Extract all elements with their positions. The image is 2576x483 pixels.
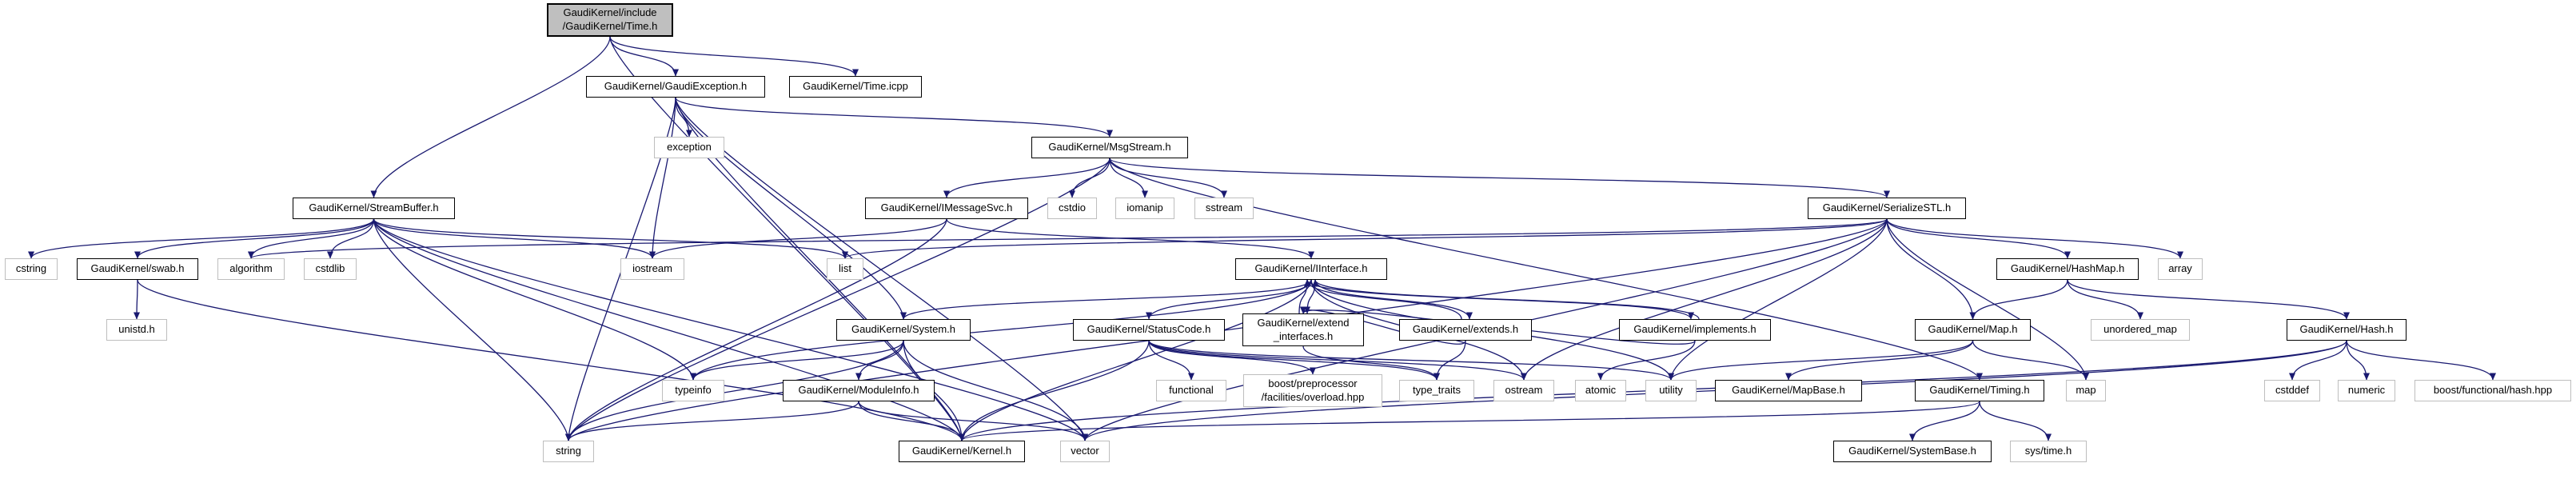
edge-map-h-to-utility	[1671, 341, 1973, 380]
node-label: GaudiKernel/SystemBase.h	[1848, 445, 1976, 457]
node-exception	[654, 137, 724, 158]
node-algorithm	[217, 258, 285, 280]
node-label: GaudiKernel/HashMap.h	[2010, 262, 2125, 275]
edge-extends-h-to-type-traits	[1437, 341, 1465, 380]
edge-gaudiexception-h-to-iostream	[652, 98, 676, 258]
edge-moduleinfo-h-to-kernel-h	[859, 401, 962, 441]
node-label: cstdio	[1059, 202, 1086, 214]
node-label: sys/time.h	[2024, 445, 2072, 457]
node-implements-h[interactable]	[1619, 319, 1771, 341]
node-iomanip	[1115, 198, 1174, 219]
node-label: GaudiKernel/extends.h	[1412, 323, 1519, 336]
node-swab-h[interactable]	[77, 258, 198, 280]
node-utility	[1645, 380, 1697, 401]
node-iinterface-h[interactable]	[1235, 258, 1387, 280]
node-sys-time-h	[2010, 441, 2087, 462]
edge-streambuffer-h-to-vector	[374, 219, 1086, 441]
node-msgstream-h[interactable]	[1031, 137, 1188, 158]
node-label: list	[839, 262, 851, 275]
node-unistd-h	[106, 319, 167, 341]
edge-timing-h-to-systembase-h	[1912, 401, 1980, 441]
edge-swab-h-to-unistd-h	[137, 280, 138, 319]
node-label: vector	[1071, 445, 1099, 457]
node-label: exception	[667, 141, 712, 154]
node-kernel-h[interactable]	[899, 441, 1025, 462]
node-label: GaudiKernel/ModuleInfo.h	[798, 384, 919, 397]
node-system-h[interactable]	[836, 319, 971, 341]
node-label: GaudiKernel/IMessageSvc.h	[880, 202, 1013, 214]
edge-streambuffer-h-to-algorithm	[251, 219, 374, 258]
node-ostream	[1493, 380, 1554, 401]
node-systembase-h[interactable]	[1833, 441, 1992, 462]
node-label: type_traits	[1413, 384, 1461, 397]
node-cstdio	[1047, 198, 1097, 219]
node-label: GaudiKernel/System.h	[851, 323, 956, 336]
node-label: numeric	[2347, 384, 2386, 397]
node-imessagesvc-h[interactable]	[865, 198, 1028, 219]
edge-imessagesvc-h-to-iinterface-h	[947, 219, 1311, 258]
node-atomic	[1575, 380, 1626, 401]
node-label: GaudiKernel/MsgStream.h	[1048, 141, 1171, 154]
edge-timing-h-to-kernel-h	[962, 401, 1980, 441]
edge-msgstream-h-to-imessagesvc-h	[947, 158, 1110, 198]
edge-serializestl-h-to-ostream	[1524, 219, 1887, 380]
edge-moduleinfo-h-to-string	[568, 401, 859, 441]
node-sstream	[1194, 198, 1254, 219]
node-extend-interfaces-h[interactable]	[1242, 313, 1364, 346]
node-label: atomic	[1585, 384, 1617, 397]
node-boost-overload	[1243, 374, 1382, 407]
node-label: iomanip	[1127, 202, 1163, 214]
node-timing-h[interactable]	[1915, 380, 2044, 401]
node-label: array	[2168, 262, 2192, 275]
node-label: /GaudiKernel/Time.h	[562, 20, 658, 32]
node-label: functional	[1169, 384, 1214, 397]
node-label: GaudiKernel/MapBase.h	[1732, 384, 1845, 397]
node-label: GaudiKernel/IInterface.h	[1254, 262, 1368, 275]
node-label: GaudiKernel/swab.h	[90, 262, 185, 275]
node-cstring	[5, 258, 58, 280]
node-label: GaudiKernel/SerializeSTL.h	[1822, 202, 1952, 214]
node-list	[827, 258, 863, 280]
edge-swab-h-to-kernel-h	[138, 280, 962, 441]
node-map	[2066, 380, 2106, 401]
edge-hashmap-h-to-unordered-map	[2068, 280, 2140, 319]
node-label: GaudiKernel/StreamBuffer.h	[309, 202, 439, 214]
node-label: unistd.h	[118, 323, 155, 336]
node-label: string	[556, 445, 581, 457]
node-label: GaudiKernel/Kernel.h	[911, 445, 1012, 457]
edge-streambuffer-h-to-cstring	[31, 219, 374, 258]
node-extends-h[interactable]	[1399, 319, 1532, 341]
node-type-traits	[1399, 380, 1474, 401]
node-label: _interfaces.h	[1273, 329, 1334, 342]
edge-serializestl-h-to-map	[1887, 219, 2086, 380]
node-functional	[1156, 380, 1226, 401]
node-boost-hash	[2415, 380, 2571, 401]
edge-iinterface-h-to-kernel-h	[962, 280, 1311, 441]
node-label: sstream	[1205, 202, 1243, 214]
edge-gaudiexception-h-to-msgstream-h	[676, 98, 1110, 137]
edge-serializestl-h-to-utility	[1671, 219, 1887, 380]
node-hashmap-h[interactable]	[1996, 258, 2139, 280]
node-statuscode-h[interactable]	[1073, 319, 1225, 341]
edge-hash-h-to-boost-hash	[2347, 341, 2493, 380]
edge-time-h-to-time-icpp	[610, 37, 855, 76]
edge-system-h-to-moduleinfo-h	[859, 341, 903, 380]
edge-time-h-to-gaudiexception-h	[610, 37, 676, 76]
node-label: utility	[1659, 384, 1683, 397]
edge-implements-h-to-atomic	[1601, 341, 1695, 380]
node-vector	[1060, 441, 1110, 462]
node-unordered-map	[2091, 319, 2190, 341]
edge-streambuffer-h-to-swab-h	[138, 219, 374, 258]
node-label: typeinfo	[675, 384, 712, 397]
node-label: GaudiKernel/implements.h	[1633, 323, 1757, 336]
node-serializestl-h[interactable]	[1808, 198, 1966, 219]
node-iostream	[620, 258, 684, 280]
node-label: ostream	[1505, 384, 1543, 397]
node-time-icpp[interactable]	[789, 76, 922, 98]
node-mapbase-h[interactable]	[1715, 380, 1862, 401]
node-label: GaudiKernel/StatusCode.h	[1087, 323, 1211, 336]
node-label: iostream	[632, 262, 672, 275]
node-label: GaudiKernel/Timing.h	[1929, 384, 2030, 397]
edge-serializestl-h-to-algorithm	[251, 219, 1887, 258]
node-label: GaudiKernel/Time.icpp	[803, 80, 908, 93]
node-label: algorithm	[229, 262, 273, 275]
edge-timing-h-to-sys-time-h	[1980, 401, 2048, 441]
node-label: GaudiKernel/include	[563, 6, 657, 19]
edge-statuscode-h-to-kernel-h	[962, 341, 1149, 441]
node-label: GaudiKernel/GaudiException.h	[604, 80, 748, 93]
edge-time-h-to-streambuffer-h	[374, 37, 611, 198]
node-cstdlib	[304, 258, 357, 280]
node-streambuffer-h[interactable]	[293, 198, 455, 219]
node-label: GaudiKernel/extend	[1257, 316, 1350, 329]
node-label: cstdlib	[315, 262, 345, 275]
edge-streambuffer-h-to-list	[374, 219, 846, 258]
node-string	[543, 441, 594, 462]
edge-serializestl-h-to-array	[1887, 219, 2180, 258]
node-array	[2158, 258, 2203, 280]
node-label: boost/preprocessor	[1268, 377, 1358, 389]
node-time-h	[547, 3, 673, 37]
node-label: cstring	[15, 262, 47, 275]
node-moduleinfo-h[interactable]	[783, 380, 935, 401]
node-label: /facilities/overload.hpp	[1261, 390, 1365, 403]
node-label: GaudiKernel/Hash.h	[2299, 323, 2394, 336]
node-label: cstddef	[2275, 384, 2309, 397]
node-label: map	[2076, 384, 2096, 397]
node-hash-h[interactable]	[2287, 319, 2407, 341]
edge-streambuffer-h-to-string	[374, 219, 569, 441]
edge-system-h-to-typeinfo	[693, 341, 903, 380]
node-label: unordered_map	[2103, 323, 2177, 336]
edge-hashmap-h-to-hash-h	[2068, 280, 2347, 319]
node-numeric	[2338, 380, 2395, 401]
node-map-h[interactable]	[1915, 319, 2031, 341]
edge-moduleinfo-h-to-vector	[859, 401, 1085, 441]
node-label: GaudiKernel/Map.h	[1928, 323, 2018, 336]
edge-serializestl-h-to-list	[845, 219, 1887, 258]
edge-msgstream-h-to-serializestl-h	[1110, 158, 1887, 198]
node-label: boost/functional/hash.hpp	[2433, 384, 2553, 397]
node-cstddef	[2264, 380, 2320, 401]
node-typeinfo	[662, 380, 724, 401]
node-gaudiexception-h[interactable]	[586, 76, 765, 98]
